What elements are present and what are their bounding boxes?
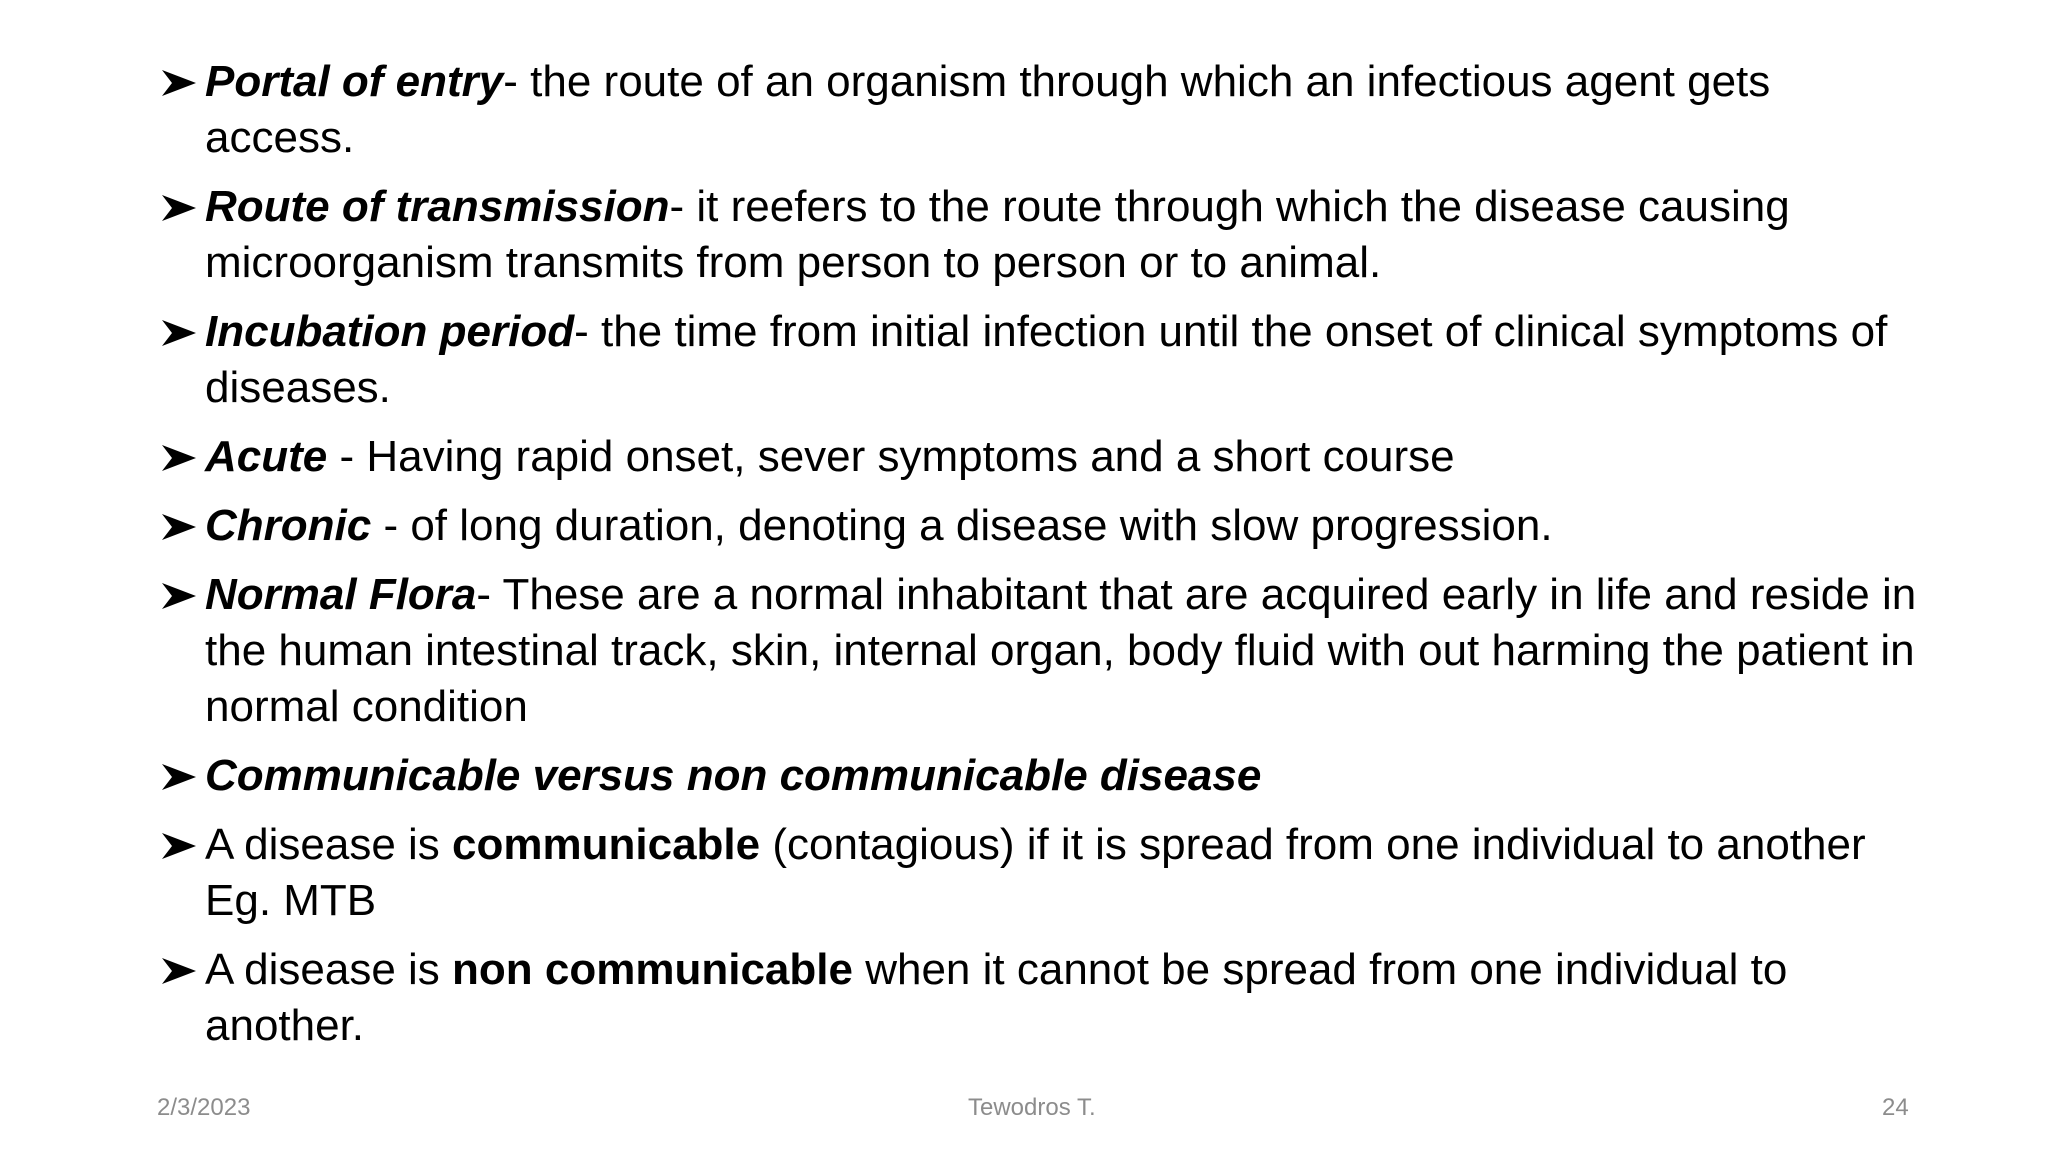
bullet-communicable-vs-non	[160, 748, 1920, 804]
definition: when it cannot be spread from one individual to another.	[205, 945, 1788, 1050]
definition: (contagious) if it is spread from one individual to another Eg. MTB	[205, 820, 1866, 925]
lead-text: A disease is	[205, 820, 453, 869]
bold-term: communicable	[452, 820, 761, 869]
bullet-portal-of-entry	[160, 54, 1920, 166]
definition: - of long duration, denoting a disease with slow progression.	[371, 501, 1553, 550]
arrowhead-bullet-icon	[160, 956, 198, 986]
definition: - the time from initial infection until the onset of clinical symptoms of diseases.	[205, 307, 1888, 412]
definition: - Having rapid onset, sever symptoms and a short course	[327, 432, 1455, 481]
arrowhead-bullet-icon	[160, 318, 198, 348]
bullet-chronic	[160, 498, 1920, 554]
slide-number: 24	[1882, 1094, 1909, 1121]
arrowhead-bullet-icon	[160, 68, 198, 98]
footer-date: 2/3/2023	[157, 1094, 251, 1121]
bullet-non-communicable-definition	[160, 942, 1920, 1054]
term: Chronic	[205, 501, 372, 550]
bullet-list	[160, 54, 1920, 1067]
arrowhead-bullet-icon	[160, 762, 198, 792]
term: Incubation period	[205, 307, 575, 356]
term: Communicable versus non communicable disease	[205, 751, 1262, 800]
arrowhead-bullet-icon	[160, 193, 198, 223]
definition: - it reefers to the route through which the disease causing microorganism transmits from person to person or to animal.	[205, 182, 1790, 287]
arrowhead-bullet-icon	[160, 581, 198, 611]
bullet-incubation-period	[160, 304, 1920, 416]
bold-term: non communicable	[452, 945, 853, 994]
bullet-acute	[160, 429, 1920, 485]
bullet-route-of-transmission	[160, 179, 1920, 291]
footer-author: Tewodros T.	[968, 1094, 1096, 1121]
lead-text: A disease is	[205, 945, 453, 994]
term: Portal of entry	[205, 57, 504, 106]
definition: - These are a normal inhabitant that are acquired early in life and reside in the human intestinal track, skin, internal organ, body fluid with out harming the patient in normal condition	[205, 570, 1917, 731]
term: Normal Flora	[205, 570, 477, 619]
bullet-communicable-definition	[160, 817, 1920, 929]
arrowhead-bullet-icon	[160, 512, 198, 542]
arrowhead-bullet-icon	[160, 831, 198, 861]
definition: - the route of an organism through which an infectious agent gets access.	[205, 57, 1771, 162]
bullet-normal-flora	[160, 567, 1920, 735]
arrowhead-bullet-icon	[160, 443, 198, 473]
term: Acute	[205, 432, 328, 481]
term: Route of transmission	[205, 182, 670, 231]
